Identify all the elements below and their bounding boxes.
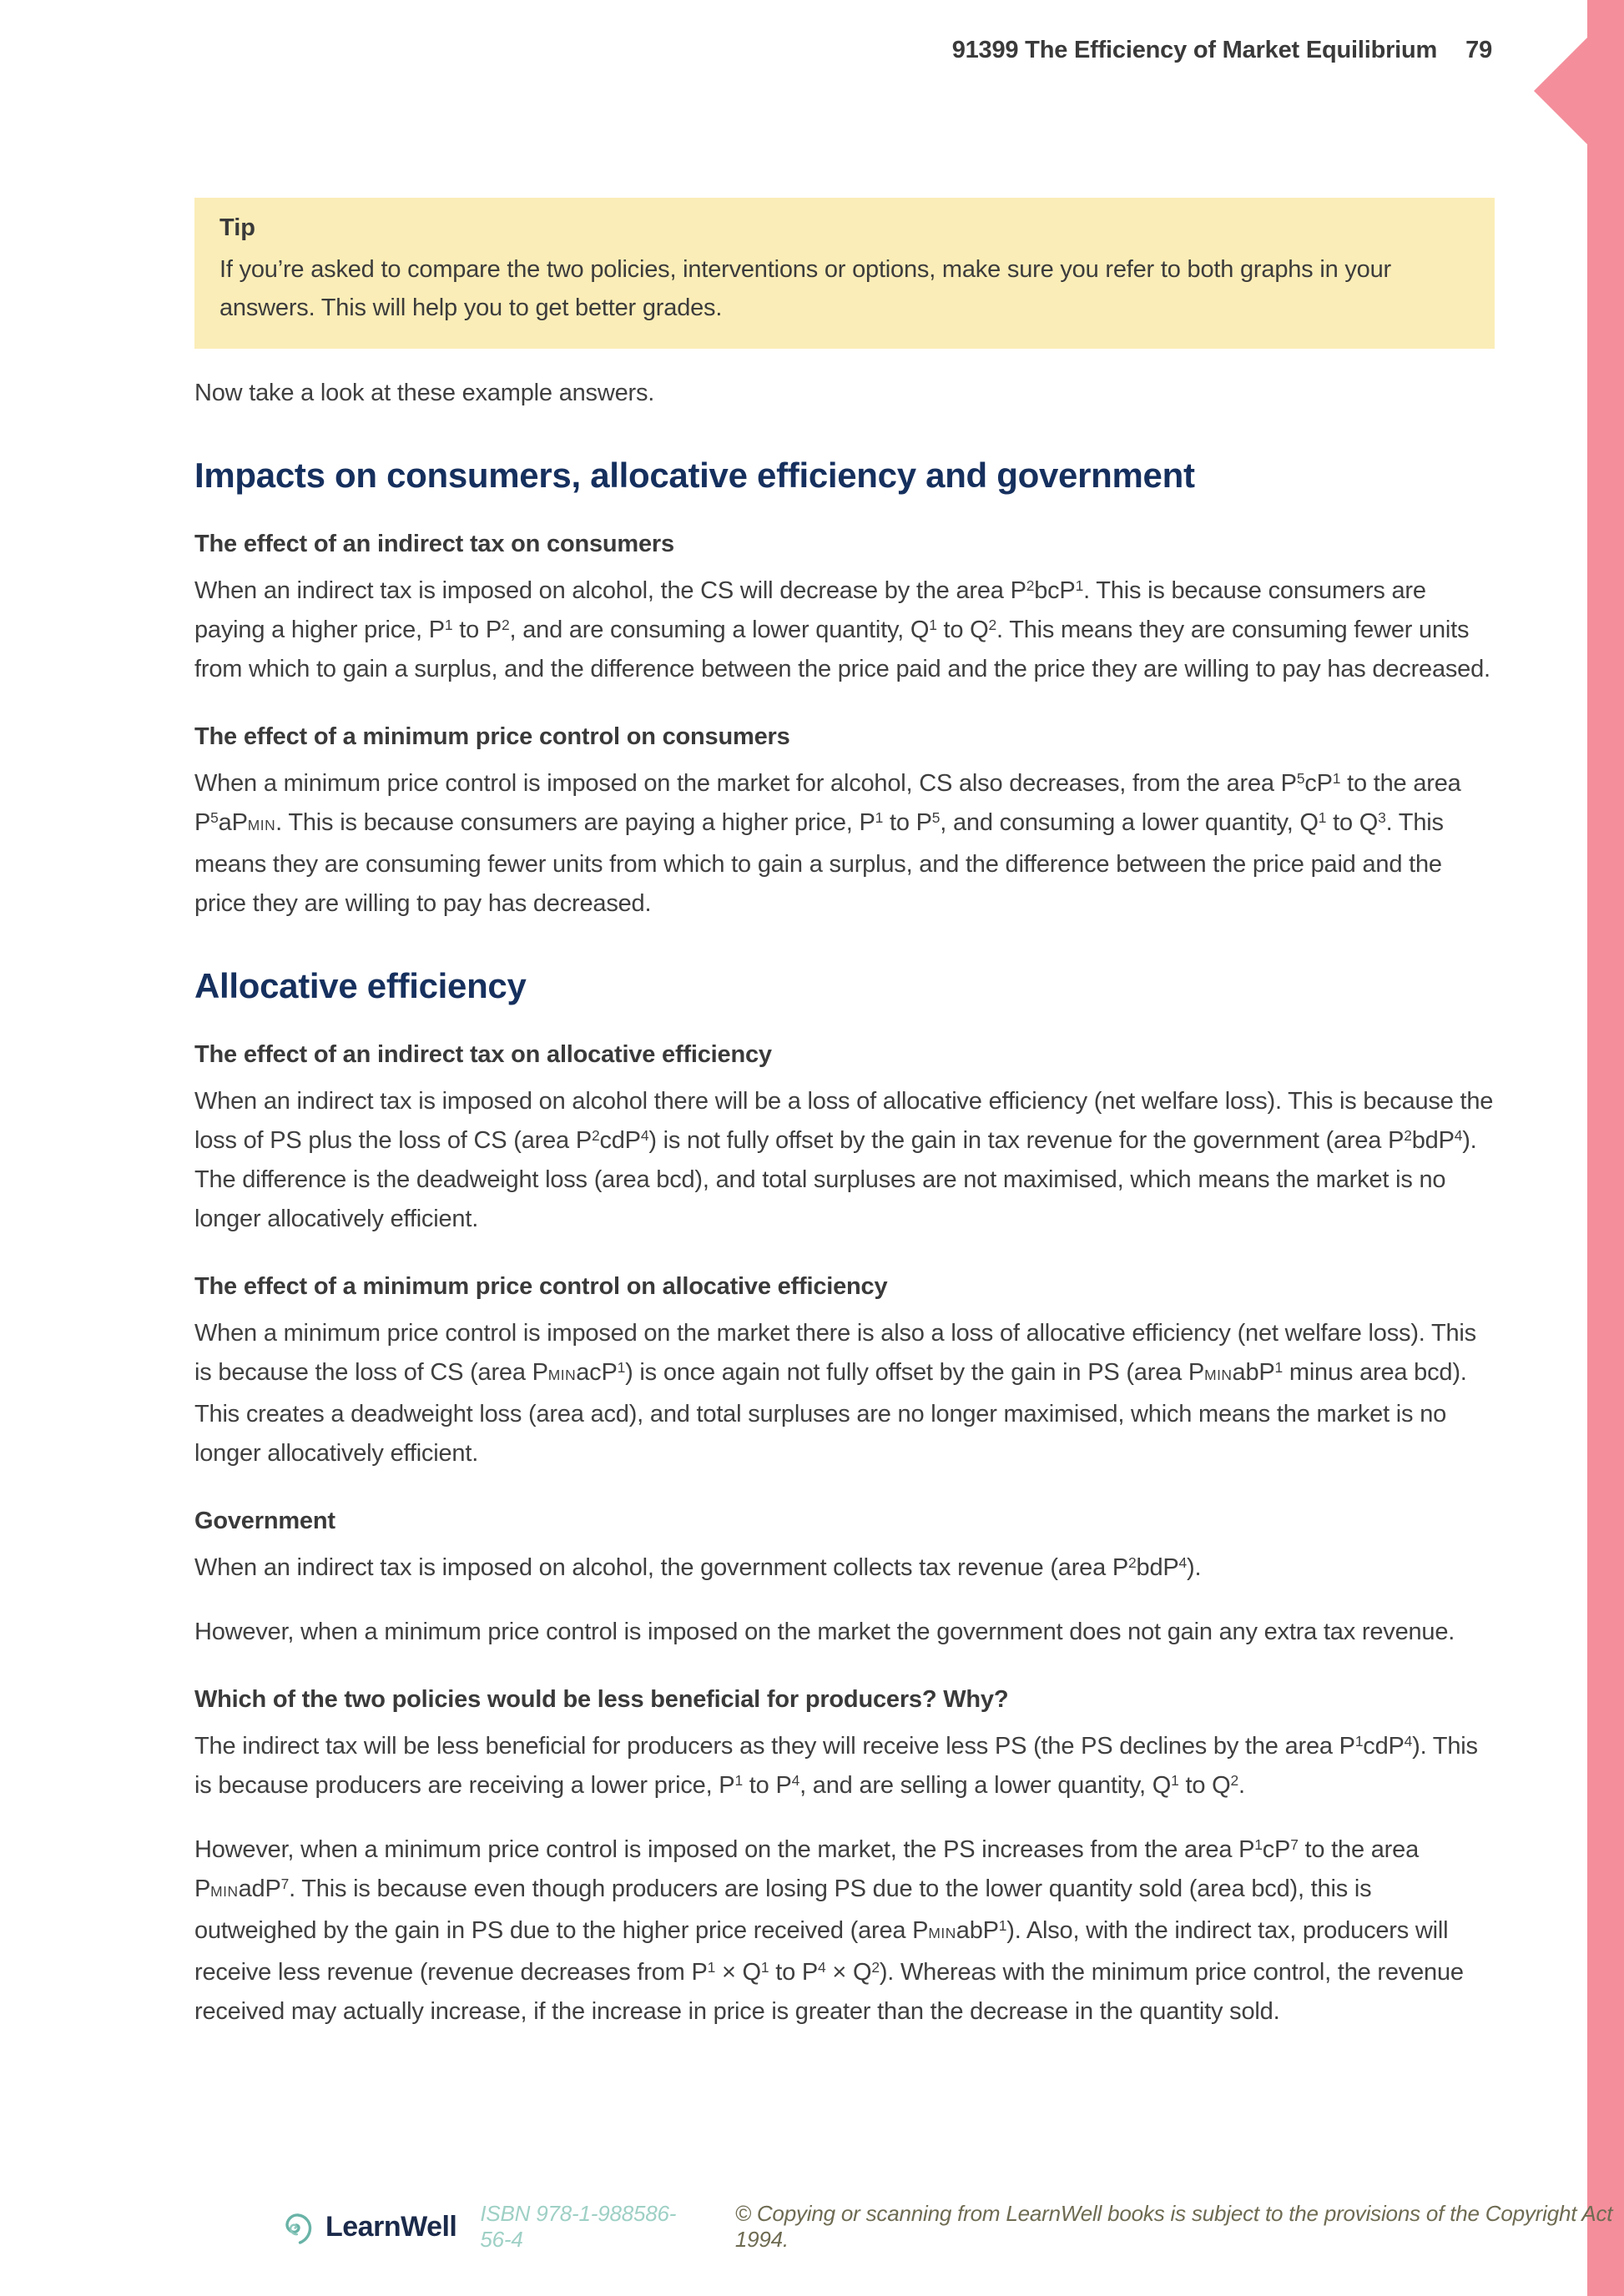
page-content: [194, 198, 1495, 2057]
page-edge-ribbon: [1587, 0, 1624, 2296]
paragraph-indirect-tax-consumers: When an indirect tax is imposed on alcohol, the CS will decrease by the area $P^2bcP^1$. This is because consumers are paying a higher price, $P^1$ to $P^2$, and are consuming a lower quantity, $Q^1$ to $Q^2$. This means they are consuming fewer units from which to gain a surplus, and the difference between the price paid and the price they are willing to pay has decreased.: [194, 577, 1490, 682]
paragraph-min-price-consumers: When a minimum price control is imposed on the market for alcohol, CS also decreases, from the area $P^5cP^1$ to the area $P^5aPMIN$. This is because consumers are paying a higher price, $P^1$ to $P^5$, and consuming a lower quantity, $Q^1$ to $Q^3$. This means they are consuming fewer units from which to gain a surplus, and the difference between the price paid and the price they are willing to pay has decreased.: [194, 769, 1461, 917]
page-header: [952, 37, 1492, 64]
paragraph-min-price-allocative: When a minimum price control is imposed on the market there is also a loss of allocative efficiency (net welfare loss). This is because the loss of CS (area PMINacP$^1$) is once again not fully offset by the gain in PS (area PMINabP$^1$ minus area bcd). This creates a deadweight loss (area acd), and total surpluses are no longer maximised, which means the market is no longer allocatively efficient.: [194, 1320, 1476, 1467]
section-title-impacts: Impacts on consumers, allocative efficiency and government: [194, 456, 1195, 495]
isbn-text: ISBN 978-1-988586-56-4: [480, 2201, 677, 2252]
page-footer: [275, 2201, 1624, 2253]
copyright-text: © Copying or scanning from LearnWell books is subject to the provisions of the Copyright Act 1994.: [734, 2201, 1613, 2252]
paragraph-indirect-tax-allocative: When an indirect tax is imposed on alcohol there will be a loss of allocative efficiency (net welfare loss). This is because the loss of PS plus the loss of CS (area $P^2cdP^4$) is not fully offset by the gain in tax revenue for the government (area $P^2bdP^4$). The difference is the deadweight loss (area bcd), and total surpluses are not maximised, which means the market is no longer allocatively efficient.: [194, 1088, 1494, 1232]
paragraph-producers-min-price: However, when a minimum price control is imposed on the market, the PS increases from the area $P^1cP^7$ to the area PMINadP$^7$. This is because even though producers are losing PS due to the lower quantity sold (area bcd), this is outweighed by the gain in PS due to the higher price received (area PMINabP$^1$). Also, with the indirect tax, producers will receive less revenue (revenue decreases from $P^1 \times Q^1$ to $P^4 \times Q^2$). Whereas with the minimum price control, the revenue received may actually increase, if the increase in price is greater than the decrease in the quantity sold.: [194, 1835, 1464, 2025]
tip-box: [194, 198, 1495, 349]
subheading-government: Government: [194, 1508, 335, 1534]
tip-label: Tip: [219, 214, 255, 241]
header-title: 91399 The Efficiency of Market Equilibrium: [951, 37, 1438, 63]
subheading-indirect-tax-consumers: The effect of an indirect tax on consumers: [194, 531, 674, 557]
intro-paragraph: Now take a look at these example answers.: [194, 380, 655, 406]
subheading-min-price-consumers: The effect of a minimum price control on consumers: [194, 723, 790, 750]
brand-name: LearnWell: [325, 2210, 457, 2243]
subheading-min-price-allocative: The effect of a minimum price control on allocative efficiency: [194, 1273, 888, 1300]
ribbon-arrow-icon: [1534, 38, 1587, 144]
section-title-allocative-efficiency: Allocative efficiency: [194, 966, 527, 1005]
subheading-indirect-tax-allocative: The effect of an indirect tax on allocative efficiency: [194, 1041, 772, 1068]
tip-text: If you’re asked to compare the two policies, interventions or options, make sure you refer to both graphs in your answers. This will help you to get better grades.: [219, 256, 1391, 321]
learnwell-spiral-logo-icon: [275, 2207, 315, 2247]
paragraph-government-tax-revenue: When an indirect tax is imposed on alcohol, the government collects tax revenue (area $P^2bdP^4$).: [194, 1553, 1202, 1581]
paragraph-government-no-revenue: However, when a minimum price control is imposed on the market the government does not gain any extra tax revenue.: [194, 1619, 1455, 1645]
header-page-number: 79: [1465, 37, 1492, 63]
subheading-less-beneficial-producers: Which of the two policies would be less beneficial for producers? Why?: [194, 1686, 1009, 1713]
paragraph-producers-indirect-tax: The indirect tax will be less beneficial for producers as they will receive less PS (the PS declines by the area $P^1cdP^4$). This is because producers are receiving a lower price, $P^1$ to $P^4$, and are selling a lower quantity, $Q^1$ to $Q^2$.: [194, 1732, 1478, 1799]
